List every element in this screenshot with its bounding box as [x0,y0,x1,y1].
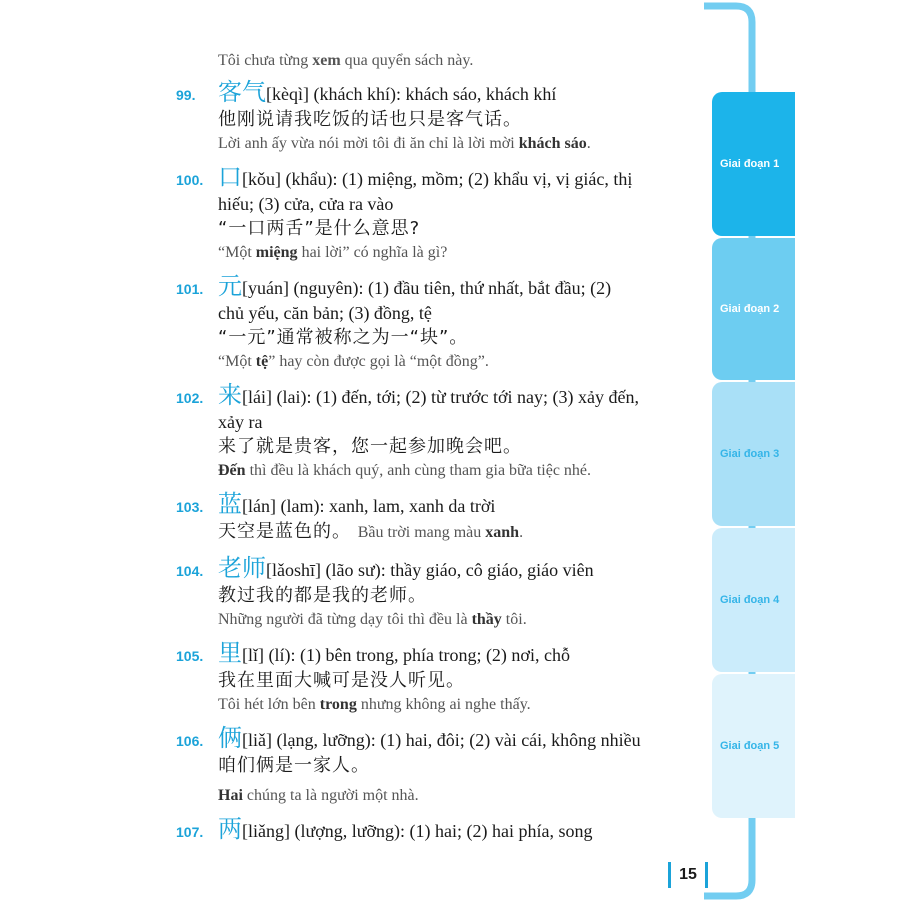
example-translation: Tôi hét lớn bên trong nhưng không ai nghe thấy. [218,696,531,713]
entry-definition: [lǐ] (lí): (1) bên trong, phía trong; (2) nơi, chỗ [242,645,570,665]
example-chinese: 我在里面大喊可是没人听见。 [218,670,465,691]
tab-giai-doan-5[interactable]: Giai đoạn 5 [712,674,795,818]
entry-hanzi: 客气 [218,78,266,106]
entry-number: 101. [176,281,204,297]
entry-definition-continued: chủ yếu, căn bản; (3) đồng, tệ [218,303,432,323]
entry-hanzi: 来 [218,381,242,409]
vocab-entry [176,383,686,482]
vocab-entry [176,556,686,631]
entry-hanzi: 口 [218,163,242,191]
tab-giai-doan-2[interactable]: Giai đoạn 2 [712,238,795,380]
vocab-entry [176,817,686,844]
entry-definition: [kǒu] (khẩu): (1) miệng, mồm; (2) khẩu vị, vị giác, thị [242,169,633,189]
entry-hanzi: 两 [218,815,242,843]
entry-definition: [lán] (lam): xanh, lam, xanh da trời [242,496,496,516]
entry-hanzi: 俩 [218,724,242,752]
example-chinese: 天空是蓝色的。 Bầu trời mang màu xanh. [218,521,524,542]
entry-hanzi: 元 [218,272,242,300]
entry-definition: [liǎng] (lượng, lưỡng): (1) hai; (2) hai phía, song [242,821,593,841]
entry-definition: [yuán] (nguyên): (1) đầu tiên, thứ nhất, bắt đầu; (2) [242,278,612,298]
entry-definition: [lái] (lai): (1) đến, tới; (2) từ trước tới nay; (3) xảy đến, [242,387,639,407]
example-chinese: “一元”通常被称之为一“块”。 [218,327,469,348]
example-translation: “Một miệng hai lời” có nghĩa là gì? [218,244,448,261]
entry-hanzi: 蓝 [218,490,242,518]
tab-giai-doan-3[interactable]: Giai đoạn 3 [712,382,795,526]
example-chinese: 咱们俩是一家人。 [218,755,370,776]
vocab-entry [176,165,686,264]
example-chinese: 来了就是贵客，您一起参加晚会吧。 [218,436,522,457]
vocab-entry [176,492,686,546]
vocab-entry [176,641,686,716]
entry-number: 102. [176,390,204,406]
entry-number: 107. [176,824,204,840]
entry-number: 103. [176,499,204,515]
example-translation: Đến thì đều là khách quý, anh cùng tham gia bữa tiệc nhé. [218,462,592,479]
entry-hanzi: 老师 [218,554,266,582]
example-translation: Hai chúng ta là người một nhà. [218,787,419,804]
example-chinese: “一口两舌”是什么意思? [218,218,421,239]
entry-definition-continued: hiếu; (3) cửa, cửa ra vào [218,194,394,214]
entry-definition: [lǎoshī] (lão sư): thầy giáo, cô giáo, giáo viên [266,560,594,580]
entry-number: 105. [176,648,204,664]
example-translation: Những người đã từng dạy tôi thì đều là thầy tôi. [218,611,527,628]
entry-number: 104. [176,563,204,579]
example-translation: Tôi chưa từng xem qua quyển sách này. [218,52,474,69]
example-translation: “Một tệ” hay còn được gọi là “một đồng”. [218,353,489,370]
example-translation: Lời anh ấy vừa nói mời tôi đi ăn chỉ là lời mời khách sáo. [218,135,591,152]
example-chinese: 教过我的都是我的老师。 [218,585,427,606]
entry-definition-continued: xảy ra [218,412,263,432]
example-translation: Bầu trời mang màu xanh. [357,524,524,541]
page-number: 15 [668,862,708,888]
entry-number: 106. [176,733,204,749]
entry-number: 100. [176,172,204,188]
vocab-entry [176,274,686,373]
entry-definition: [kèqì] (khách khí): khách sáo, khách khí [266,84,557,104]
tab-giai-doan-1[interactable]: Giai đoạn 1 [712,92,795,236]
entry-hanzi: 里 [218,639,242,667]
vocab-entry [176,726,686,807]
vocabulary-list [176,52,686,854]
vocab-entry [176,80,686,155]
entry-definition: [liǎ] (lạng, lưỡng): (1) hai, đôi; (2) vài cái, không nhiều [242,730,641,750]
tab-giai-doan-4[interactable]: Giai đoạn 4 [712,528,795,672]
example-chinese: 他刚说请我吃饭的话也只是客气话。 [218,109,522,130]
entry-number: 99. [176,87,196,103]
